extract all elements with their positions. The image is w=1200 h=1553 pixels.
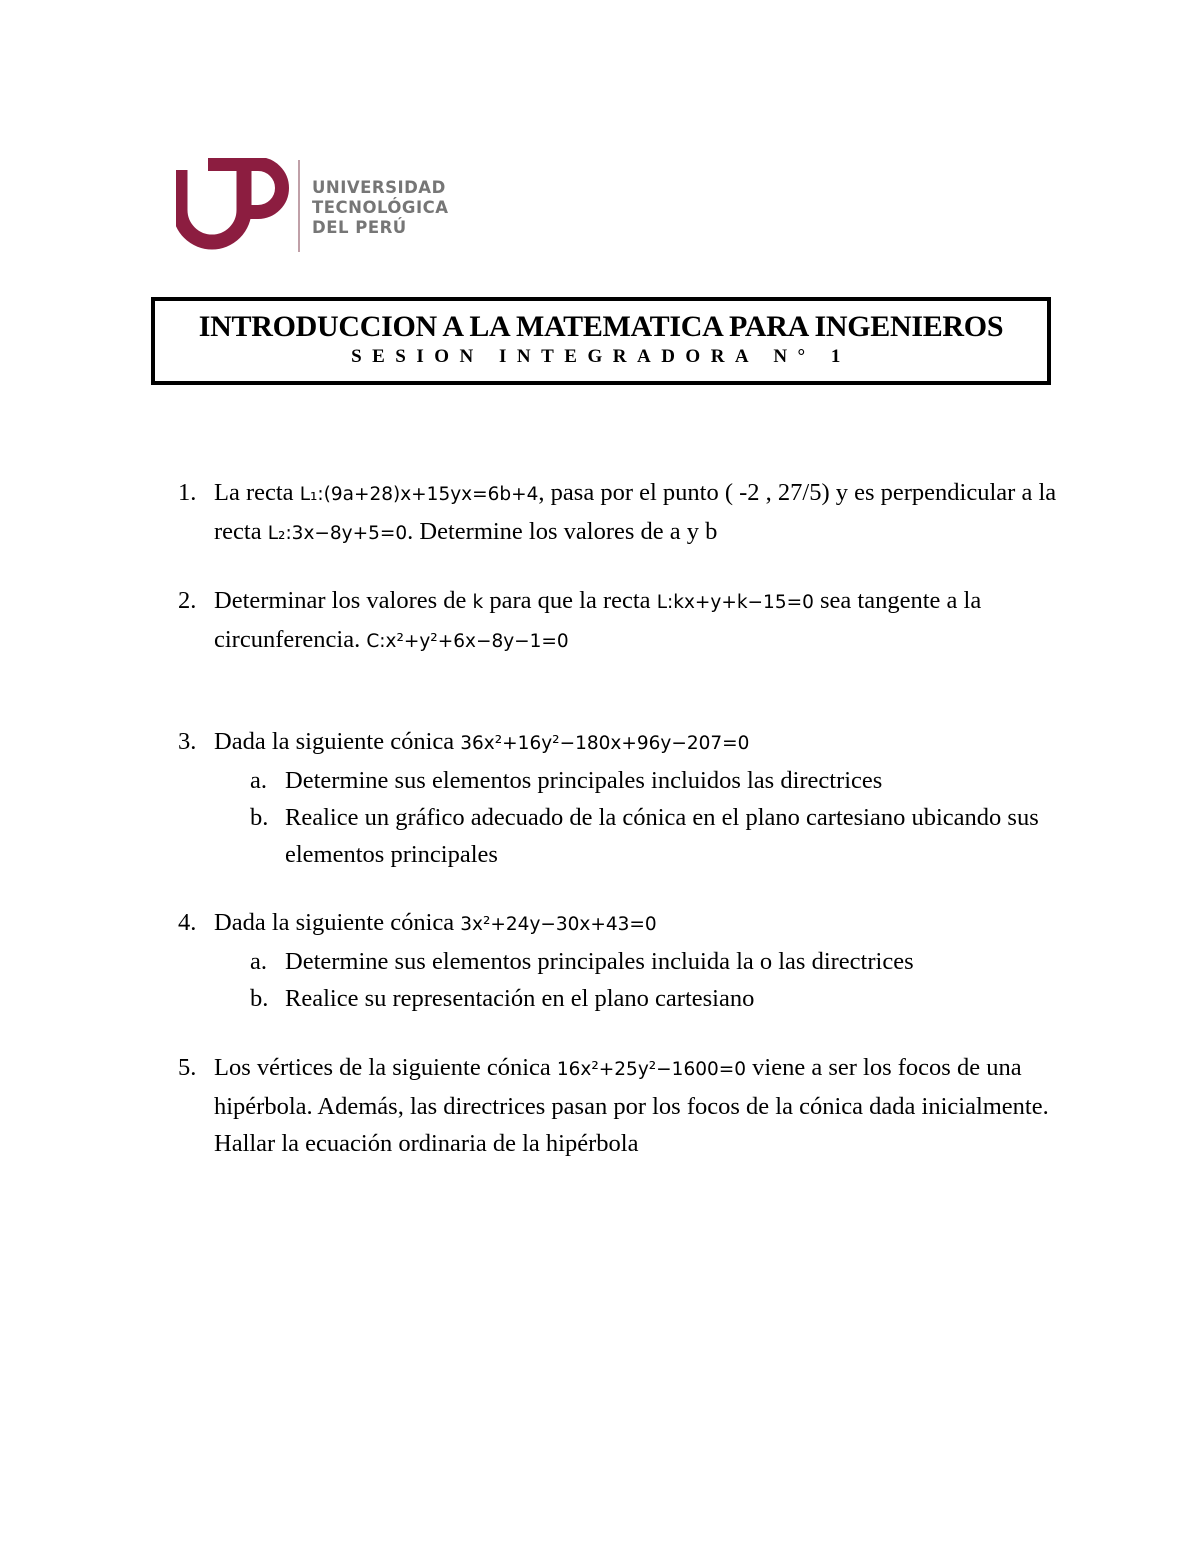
sub-item-a [250, 762, 1108, 799]
sub-item-b [250, 799, 1108, 873]
math-expression: L:kx+y+k−15=0 [656, 592, 814, 613]
sub-item-text: Realice su representación en el plano cartesiano [285, 985, 755, 1012]
text-run: Determinar los valores de [214, 587, 473, 614]
problem-text [214, 723, 1108, 762]
document-title: INTRODUCCION A LA MATEMATICA PARA INGENIEROS [198, 310, 1004, 343]
math-expression: C:x²+y²+6x−8y−1=0 [366, 631, 569, 652]
problem-text [214, 474, 1108, 552]
document-subtitle: SESION INTEGRADORA N° 1 [351, 346, 851, 367]
sub-item-text: Determine sus elementos principales incluida la o las directrices [285, 948, 914, 975]
sub-item-letter: b. [250, 985, 269, 1012]
sub-item-text: Realice un gráfico adecuado de la cónica en el plano cartesiano ubicando sus elementos principales [285, 804, 1039, 868]
problem-3 [178, 723, 1108, 873]
logo-line-3: DEL PERÚ [312, 218, 407, 237]
text-run: , pasa por el punto ( -2 , 27/5) y es perpendicular a la recta [214, 479, 1057, 545]
logo-line-2: TECNOLÓGICA [312, 198, 449, 217]
sub-item-a [250, 943, 1108, 980]
problem-2 [178, 582, 1108, 660]
math-expression: 36x²+16y²−180x+96y−207=0 [460, 733, 750, 754]
text-run: viene a ser los focos de una hipérbola. Además, las directrices pasan por los focos de la cónica dada inicialmente. Hallar la ecuación ordinaria de la hipérbola [214, 1054, 1049, 1157]
problem-text [214, 1049, 1108, 1162]
text-run: Dada la siguiente cónica [214, 728, 461, 755]
sub-item-text: Determine sus elementos principales incluidos las directrices [285, 767, 883, 794]
text-run: . Determine los valores de a y b [407, 518, 718, 545]
problem-text [214, 582, 1108, 660]
problem-4 [178, 904, 1108, 1017]
math-expression: k [472, 592, 484, 613]
problem-number: 1. [178, 479, 197, 506]
problem-number: 4. [178, 909, 197, 936]
problem-1 [178, 474, 1108, 552]
math-expression: 3x²+24y−30x+43=0 [460, 914, 657, 935]
problem-number: 2. [178, 587, 197, 614]
sub-item-letter: a. [250, 767, 267, 794]
text-run: Los vértices de la siguiente cónica [214, 1054, 557, 1081]
text-run: para que la recta [483, 587, 657, 614]
math-expression: 16x²+25y²−1600=0 [556, 1059, 747, 1080]
math-expression: L₂:3x−8y+5=0 [267, 523, 408, 544]
logo-line-1: UNIVERSIDAD [312, 178, 446, 197]
text-run: La recta [214, 479, 300, 506]
problem-text [214, 904, 1108, 943]
text-run: Dada la siguiente cónica [214, 909, 461, 936]
sub-item-letter: a. [250, 948, 267, 975]
text-run: sea tangente a la circunferencia. [214, 587, 982, 653]
problem-5 [178, 1049, 1108, 1162]
problem-number: 5. [178, 1054, 197, 1081]
problem-number: 3. [178, 728, 197, 755]
math-expression: L₁:(9a+28)x+15yx=6b+4 [299, 484, 539, 505]
sub-item-b [250, 980, 1108, 1017]
sub-item-letter: b. [250, 804, 269, 831]
title-box [151, 297, 1051, 385]
logo-wordmark [312, 178, 449, 238]
